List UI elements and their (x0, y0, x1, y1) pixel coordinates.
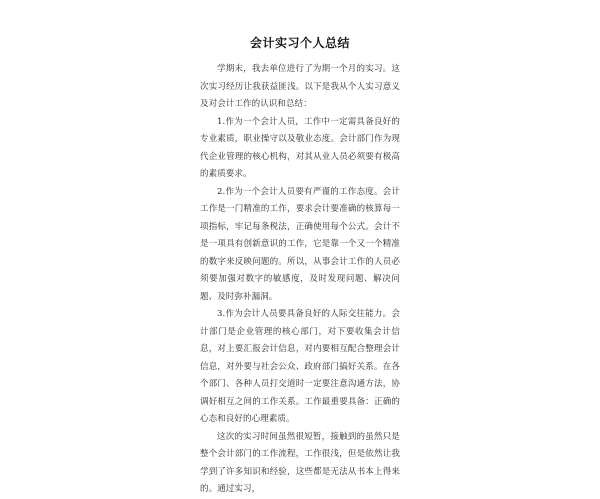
document-body (200, 36, 400, 499)
point-3-paragraph: 3.作为会计人员要具备良好的人际交往能力。会计部门是企业管理的核心部门，对下要收集会计信息，对上要汇报会计信息，对内要相互配合整理会计信息，对外要与社会公众、政府部门搞好关系。在各个部门、各种人员打交道时一定要注意沟通方法，协调好相互之间的工作关系。工作最重要具备：正确的心态和良好的心理素质。 (200, 309, 400, 424)
point-2-paragraph: 2.作为一个会计人员要有严谨的工作态度。会计工作是一门精准的工作，要求会计要准确的核算每一项指标，牢记每条税法，正确使用每个公式。会计不是一项具有创新意识的工作，它是靠一个又一个精准的数字来反映问题的。所以，从事会计工作的人员必须要加强对数字的敏感度，及时发现问题、解决问题、及时弥补漏洞。 (200, 186, 400, 302)
document-title: 会计实习个人总结 (249, 36, 350, 50)
intro-paragraph: 学期末，我去单位进行了为期一个月的实习。这次实习经历让我获益匪浅。以下是我从个人实习意义及对会计工作的认识和总结： (200, 64, 400, 109)
point-1-paragraph: 1.作为一个会计人员，工作中一定需具备良好的专业素质，职业操守以及敬业态度。会计部门作为现代企业管理的核心机构，对其从业人员必须要有极高的素质要求。 (200, 116, 400, 179)
closing-paragraph: 这次的实习时间虽然很短暂，接触到的虽然只是整个会计部门的工作流程，工作很浅，但是依然让我学到了许多知识和经验，这些都是无法从书本上得来的。通过实习， (200, 431, 400, 494)
